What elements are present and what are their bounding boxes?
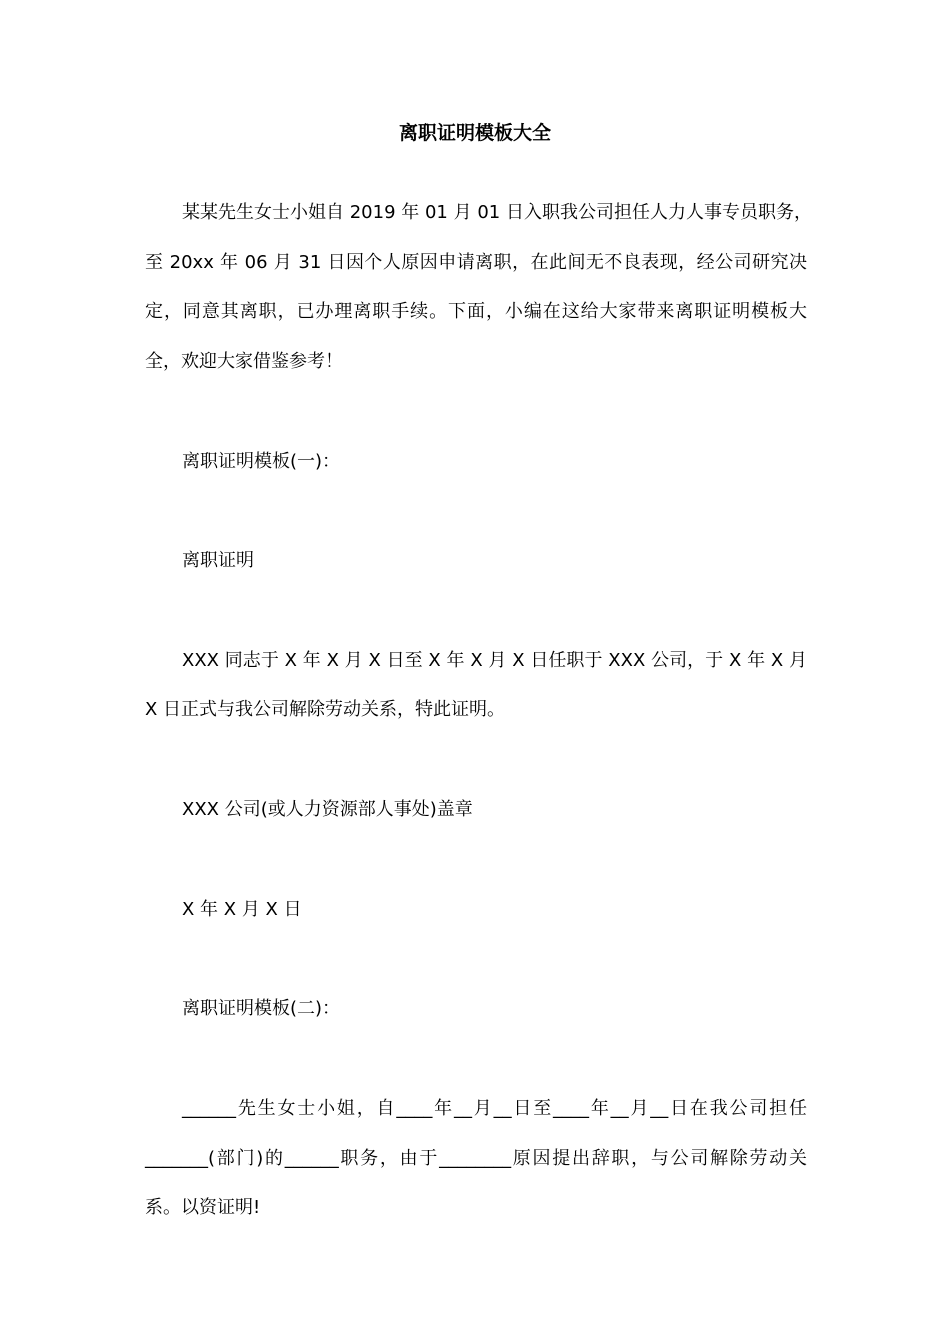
template2-body-line-3: 系。以资证明!	[145, 1197, 261, 1218]
template1-body-line-2: X 日正式与我公司解除劳动关系，特此证明。	[145, 699, 506, 720]
document-title: 离职证明模板大全	[398, 122, 551, 144]
template1-seal: XXX 公司(或人力资源部人事处)盖章	[182, 799, 473, 820]
intro-line-2: 至 20xx 年 06 月 31 日因个人原因申请离职，在此间无不良表现，经公司研究决	[145, 252, 807, 273]
template1-date: X 年 X 月 X 日	[182, 899, 302, 920]
template1-heading: 离职证明模板(一)：	[182, 451, 341, 472]
template2-heading: 离职证明模板(二)：	[182, 998, 341, 1019]
intro-line-3: 定，同意其离职，已办理离职手续。下面，小编在这给大家带来离职证明模板大	[145, 301, 807, 322]
intro-line-4: 全，欢迎大家借鉴参考！	[145, 351, 343, 372]
template1-subtitle: 离职证明	[182, 550, 254, 571]
template1-body-line-1: XXX 同志于 X 年 X 月 X 日至 X 年 X 月 X 日任职于 XXX 公司，于 X 年 X 月	[182, 650, 807, 671]
intro-line-1: 某某先生女士小姐自 2019 年 01 月 01 日入职我公司担任人力人事专员职务，	[182, 202, 812, 223]
template2-body-line-2: _______(部门)的______职务，由于________原因提出辞职，与公司解除劳动关	[145, 1148, 807, 1169]
template2-body-line-1: ______先生女士小姐，自____年__月__日至____年__月__日在我公司担任	[182, 1098, 807, 1119]
